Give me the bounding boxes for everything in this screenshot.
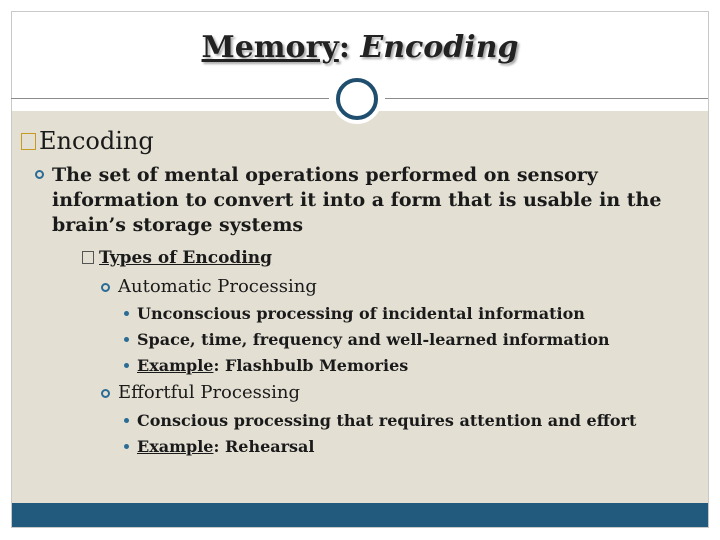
ring-bullet-icon [101,389,110,398]
title-colon: : [338,30,350,65]
list-item: Example: Flashbulb Memories [124,356,408,375]
list-item: Unconscious processing of incidental information [124,304,585,323]
heading-label: Encoding [39,127,154,155]
dot-bullet-icon [124,337,129,342]
definition-text: The set of mental operations performed on sensory information to convert it into a form that is usable in the brain’s storage systems [52,164,662,236]
square-bullet-icon [21,133,36,150]
footer-bar [12,503,708,527]
list-item: Space, time, frequency and well-learned information [124,330,610,349]
effortful-processing-label: Effortful Processing [118,382,300,403]
types-of-encoding [82,248,272,268]
list-item: Conscious processing that requires attention and effort [124,411,636,430]
title-part1: Memory [201,30,339,65]
ring-bullet-icon [35,170,44,179]
types-label: Types of Encoding [99,248,273,268]
dot-bullet-icon [124,444,129,449]
list-item: Example: Rehearsal [124,437,315,456]
circle-ornament-icon [336,78,378,120]
title-part2: Encoding [360,30,519,65]
title-divider-right [385,98,708,99]
heading-encoding [21,127,154,155]
dot-bullet-icon [124,311,129,316]
slide-title [0,30,720,65]
title-divider-left [11,98,329,99]
automatic-processing-label: Automatic Processing [118,276,317,297]
dot-bullet-icon [124,418,129,423]
ring-bullet-icon [101,283,110,292]
dot-bullet-icon [124,363,129,368]
square-bullet-icon [82,251,94,264]
